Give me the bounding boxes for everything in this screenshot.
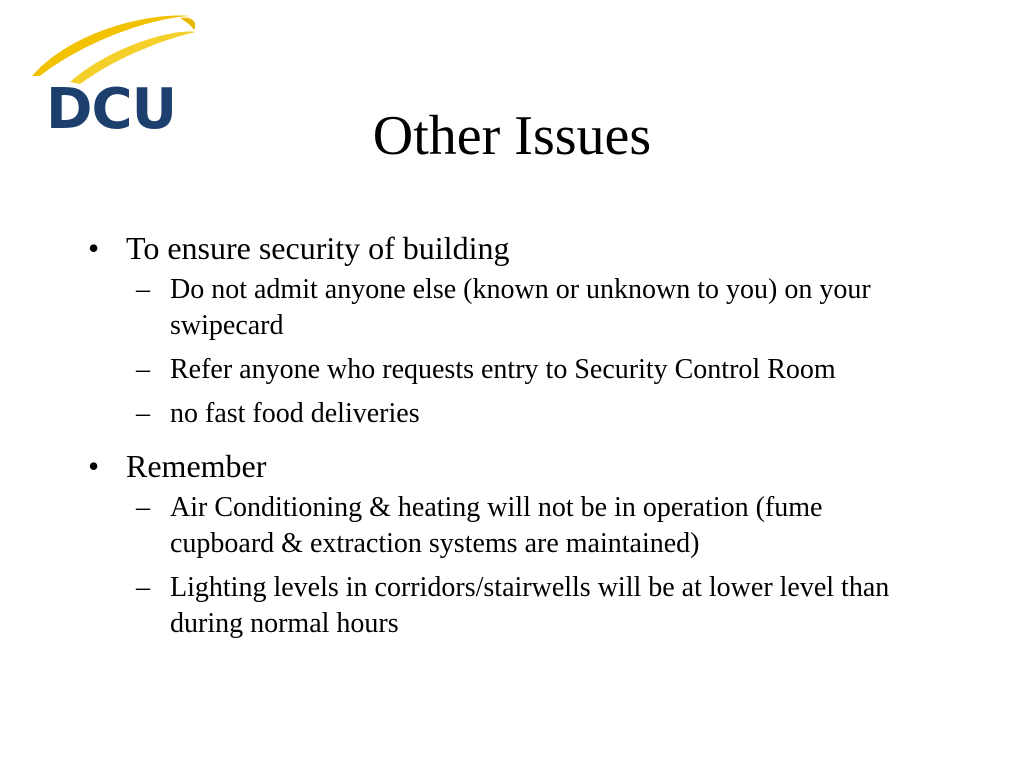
sub-bullet-list xyxy=(136,490,968,642)
dash-icon: – xyxy=(136,572,150,603)
sub-bullet-text: Refer anyone who requests entry to Security Control Room xyxy=(170,354,836,385)
sub-bullet-item xyxy=(136,352,968,388)
bullet-section-security xyxy=(88,226,968,432)
sub-bullet-item xyxy=(136,396,968,432)
sub-bullet-list xyxy=(136,272,968,432)
bullet-item xyxy=(88,226,968,270)
bullet-text: To ensure security of building xyxy=(126,230,510,266)
dash-icon: – xyxy=(136,492,150,523)
dash-icon: – xyxy=(136,354,150,385)
bullet-item xyxy=(88,444,968,488)
sub-bullet-text: Do not admit anyone else (known or unknown to you) on your swipecard xyxy=(170,274,871,341)
sub-bullet-text: Lighting levels in corridors/stairwells will be at lower level than during normal hours xyxy=(170,572,890,639)
sub-bullet-item xyxy=(136,272,968,344)
dash-icon: – xyxy=(136,398,150,429)
bullet-section-remember xyxy=(88,444,968,642)
bullet-text: Remember xyxy=(126,448,267,484)
logo-text: DCU xyxy=(46,77,177,142)
dash-icon: – xyxy=(136,274,150,305)
slide-content xyxy=(88,226,968,654)
slide-title: Other Issues xyxy=(372,105,652,167)
bullet-icon: • xyxy=(88,448,100,484)
bullet-icon: • xyxy=(88,230,100,266)
sub-bullet-item xyxy=(136,570,968,642)
sub-bullet-text: no fast food deliveries xyxy=(170,398,420,429)
sub-bullet-item xyxy=(136,490,968,562)
sub-bullet-text: Air Conditioning & heating will not be in operation (fume cupboard & extraction systems are maintained) xyxy=(170,492,823,559)
